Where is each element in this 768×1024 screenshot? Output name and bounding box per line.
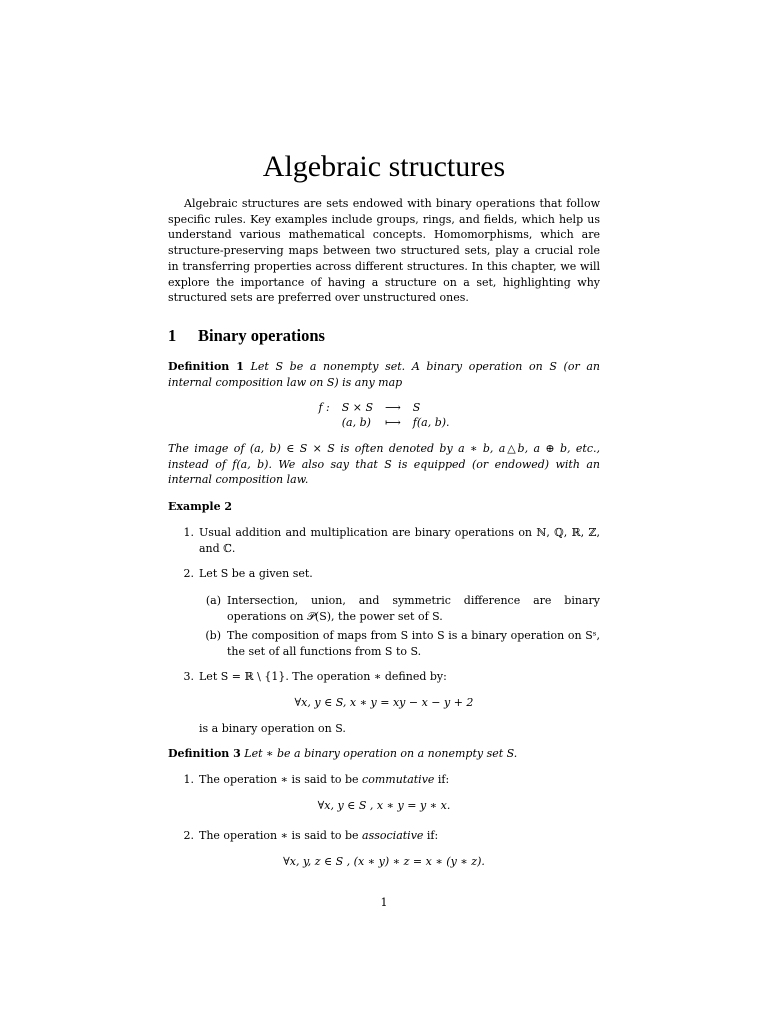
list-marker: 3.: [183, 670, 194, 683]
sub-list-item: [199, 628, 600, 659]
list-item-text: Usual addition and multiplication are binary operations on ℕ, ℚ, ℝ, ℤ, and ℂ.: [199, 526, 600, 555]
map-display: [168, 400, 600, 430]
list-marker: (a): [205, 594, 221, 607]
definition-1-label: Definition 1: [168, 360, 244, 373]
map-mapsto: ⟼: [385, 416, 401, 429]
list-marker: 1.: [183, 526, 194, 539]
definition-3: [168, 746, 600, 762]
list-item: [168, 669, 600, 685]
map-domain: S × S: [341, 401, 374, 414]
section-title: Binary operations: [198, 326, 325, 345]
definition-3-label: Definition 3: [168, 747, 241, 760]
list-item: [168, 828, 600, 844]
display-formula: ∀x, y ∈ S , x ∗ y = y ∗ x.: [317, 799, 451, 812]
text-fragment: The operation ∗ is said to be: [199, 829, 363, 842]
text-fragment: if:: [423, 829, 439, 842]
definition-1: [168, 359, 600, 390]
definition-1-text: Let S be a nonempty set. A binary operation on S (or an internal composition law on S) is any map: [168, 360, 600, 389]
map-codomain: S: [412, 401, 421, 414]
example-2-remark: is a binary operation on S.: [199, 722, 346, 735]
list-item-text: Let S be a given set.: [199, 567, 313, 580]
abstract-paragraph: Algebraic structures are sets endowed with binary operations that follow specific rules. Key examples include groups, rings, and fields, which help us understand various mathematical concepts. Homomorphisms, which are structure-preserving maps between two structured sets, play a crucial role in transferring properties across different structures. In this chapter, we will explore the importance of having a structure on a set, highlighting why structured sets are preferred over unstructured ones.: [168, 197, 600, 305]
text-fragment: if:: [434, 773, 450, 786]
list-item-text: Let S = ℝ \ {1}. The operation ∗ defined by:: [199, 670, 447, 683]
text-fragment: The operation ∗ is said to be: [199, 773, 363, 786]
definition-1-remark: The image of (a, b) ∈ S × S is often denoted by a ∗ b, a△b, a ⊕ b, etc., instead of f(a, b). We also say that S is equipped (or endowed) with an internal composition law.: [168, 442, 600, 487]
list-item-text: Intersection, union, and symmetric difference are binary operations on 𝒫(S), the power set of S.: [227, 594, 600, 623]
example-2-label: Example 2: [168, 500, 233, 513]
list-item: [168, 566, 600, 582]
list-item: [168, 525, 600, 556]
map-name: f :: [318, 401, 330, 414]
list-item-text: [199, 828, 600, 844]
map-element: (a, b): [341, 416, 371, 429]
list-marker: (b): [205, 629, 221, 642]
map-arrow: ⟶: [385, 401, 401, 414]
term-commutative: commutative: [362, 773, 435, 786]
map-table: [312, 400, 455, 430]
list-item: [168, 772, 600, 788]
page-number: 1: [380, 896, 388, 909]
display-formula: ∀x, y ∈ S, x ∗ y = xy − x − y + 2: [294, 696, 474, 709]
list-item-text: [199, 772, 600, 788]
section-number: 1: [168, 326, 177, 345]
list-marker: 1.: [183, 773, 194, 786]
list-marker: 2.: [183, 567, 194, 580]
definition-3-text: Let ∗ be a binary operation on a nonempty set S.: [244, 747, 518, 760]
list-item-text: The composition of maps from S into S is a binary operation on Sˢ, the set of all functions from S to S.: [227, 629, 600, 658]
display-formula: ∀x, y, z ∈ S , (x ∗ y) ∗ z = x ∗ (y ∗ z).: [283, 855, 485, 868]
map-image: f(a, b).: [412, 416, 450, 429]
sub-list-item: [199, 593, 600, 624]
term-associative: associative: [362, 829, 424, 842]
page-title: Algebraic structures: [262, 150, 506, 183]
list-marker: 2.: [183, 829, 194, 842]
section-heading: [168, 326, 325, 346]
